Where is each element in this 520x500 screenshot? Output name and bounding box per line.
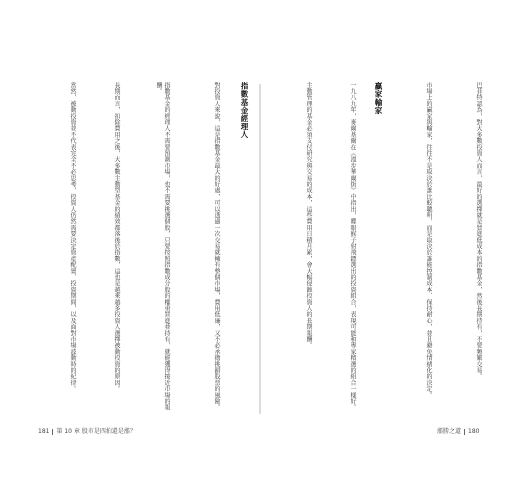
right-paragraph-2: 市場上的贏家與輸家，往往不是取決於誰比較聰明，而是取決於誰能控制成本、保持耐心，並且避免情緒化的決定。 [425,82,432,399]
left-paragraph-2: 指數基金的經理人不需要預測市場，也不需要挑選個股，只要按照指數成分股的權重買進並持有，就能獲得接近市場的報酬。 [155,82,170,411]
left-running-head: 股市是四拍還是漲？ [81,428,136,435]
left-paragraph-3: 長期而言，扣除費用之後，大多數主動型基金的績效都落後於指數，這也是越來越多投資人選擇被動投資的原因。 [113,82,120,392]
left-paragraph-1: 對投資人來說，這是指數基金最大的好處，可以透過一次交易就擁有整個市場，費用低廉，又不必承擔挑錯股票的風險。 [213,82,220,411]
left-page [38,82,248,418]
left-page-number: 181 [38,428,50,435]
right-page [272,82,482,418]
right-paragraph-1: 巴菲特認為，對大多數投資人而言，最好的選擇就是買進低成本的指數基金，然後長期持有，不要頻繁交易。 [475,82,482,380]
right-page-number: 180 [468,428,480,435]
section-heading-left: 指數基金經理人 [240,82,249,139]
left-chapter-label: 第 10 章 [56,428,80,435]
right-paragraph-4: 主動管理的基金必須支付研究與交易的成本，這些費用日積月累，會大幅侵蝕投資人的長期報酬。 [305,82,312,349]
left-folio [38,426,136,435]
left-paragraph-4: 當然，被動投資並不代表完全不必思考，投資人仍然需要決定資產配置、投資期間，以及面對市場波動時的紀律。 [69,82,76,392]
folio-separator [52,429,53,435]
right-paragraph-3: 一九八九年，麥爾基爾在《漫步華爾街》中指出，矇眼猴子射飛鏢選出的投資組合，表現可能和專家精選的組合一樣好。 [349,82,356,411]
right-folio [437,426,479,435]
right-running-head: 漲勝之道 [437,428,462,435]
section-heading-right: 贏家輸家 [374,82,383,115]
book-gutter [259,84,261,414]
folio-separator [464,429,465,435]
